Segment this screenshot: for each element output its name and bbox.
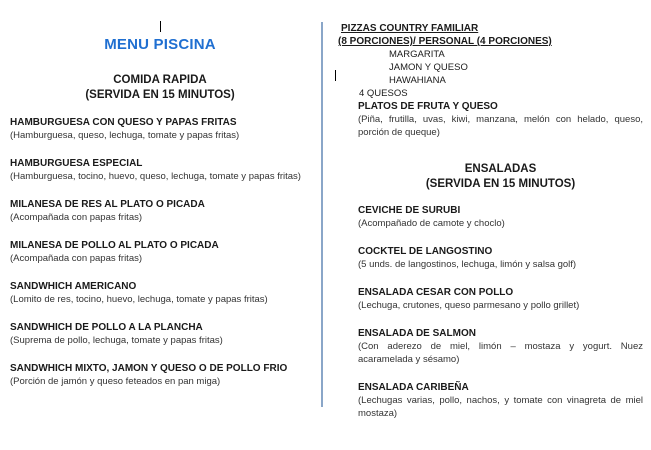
section-title-ensaladas: ENSALADAS [464, 163, 537, 175]
pizza-title: PIZZAS COUNTRY FAMILIAR [341, 23, 479, 34]
salad-list [341, 204, 643, 420]
item-name: MILANESA DE POLLO AL PLATO O PICADA [10, 240, 219, 251]
left-column [10, 30, 310, 388]
item-name: HAMBURGUESA CON QUESO Y PAPAS FRITAS [10, 117, 237, 128]
item-name: SANDWHICH AMERICANO [10, 281, 137, 292]
item-name: MILANESA DE RES AL PLATO O PICADA [10, 199, 205, 210]
item-name: COCKTEL DE LANGOSTINO [358, 246, 493, 257]
item-description: (Acompañada con papas fritas) [10, 212, 143, 223]
item-name: PLATOS DE FRUTA Y QUESO [358, 101, 498, 112]
item-description: (Suprema de pollo, lechuga, tomate y papas fritas) [10, 335, 223, 346]
menu-item [10, 116, 310, 142]
pizza-flavor: JAMON Y QUESO [389, 62, 468, 73]
item-description: (Lechuga, crutones, queso parmesano y pollo grillet) [358, 300, 580, 311]
section-title-comida-rapida: COMIDA RAPIDA [113, 74, 207, 86]
item-description: (Hamburguesa, tocino, huevo, queso, lechuga, tomate y papas fritas) [10, 171, 301, 182]
item-description: (Lomito de res, tocino, huevo, lechuga, tomate y papas fritas) [10, 294, 268, 305]
item-name: SANDWHICH MIXTO, JAMON Y QUESO O DE POLLO FRIO [10, 363, 288, 374]
menu-item [358, 286, 643, 312]
item-description: (5 unds. de langostinos, lechuga, limón y salsa golf) [358, 259, 577, 270]
item-description: (Lechugas varias, pollo, nachos, y tomate con vinagreta de miel mostaza) [358, 395, 643, 419]
item-description: (Porción de jamón y queso feteados en pan miga) [10, 376, 221, 387]
pizza-flavor: HAWAHIANA [389, 75, 446, 86]
menu-item [358, 327, 643, 366]
item-name: CEVICHE DE SURUBI [358, 205, 461, 216]
section-subtitle: (SERVIDA EN 15 MINUTOS) [425, 178, 576, 190]
item-description: (Acompañada con papas fritas) [10, 253, 143, 264]
item-description: (Con aderezo de miel, limón – mostaza y yogurt. Nuez acaramelada y sésamo) [358, 341, 643, 365]
menu-item [10, 239, 310, 265]
pizza-flavor: 4 QUESOS [359, 88, 408, 99]
menu-item [10, 280, 310, 306]
menu-item [10, 198, 310, 224]
item-name: ENSALADA CESAR CON POLLO [358, 287, 514, 298]
item-name: ENSALADA CARIBEÑA [358, 382, 469, 393]
text-cursor [335, 70, 336, 81]
section-subtitle: (SERVIDA EN 15 MINUTOS) [85, 89, 235, 101]
item-description: (Acompañado de camote y choclo) [358, 218, 505, 229]
item-description: (Hamburguesa, queso, lechuga, tomate y papas fritas) [10, 130, 240, 141]
menu-item [10, 362, 310, 388]
column-divider [321, 22, 323, 407]
menu-item [10, 321, 310, 347]
menu-item [358, 204, 643, 230]
item-description: (Piña, frutilla, uvas, kiwi, manzana, melón con helado, queso, porción de queque) [358, 114, 643, 138]
menu-title: MENU PISCINA [104, 36, 216, 53]
menu-item [358, 245, 643, 271]
item-name: HAMBURGUESA ESPECIAL [10, 158, 143, 169]
menu-item [341, 100, 643, 139]
item-name: ENSALADA DE SALMON [358, 328, 476, 339]
right-column [338, 22, 643, 420]
pizza-portions: (8 PORCIONES)/ PERSONAL (4 PORCIONES) [338, 36, 552, 47]
item-name: SANDWHICH DE POLLO A LA PLANCHA [10, 322, 203, 333]
menu-item [358, 381, 643, 420]
menu-item [10, 157, 310, 183]
pizza-flavor: MARGARITA [389, 49, 445, 60]
